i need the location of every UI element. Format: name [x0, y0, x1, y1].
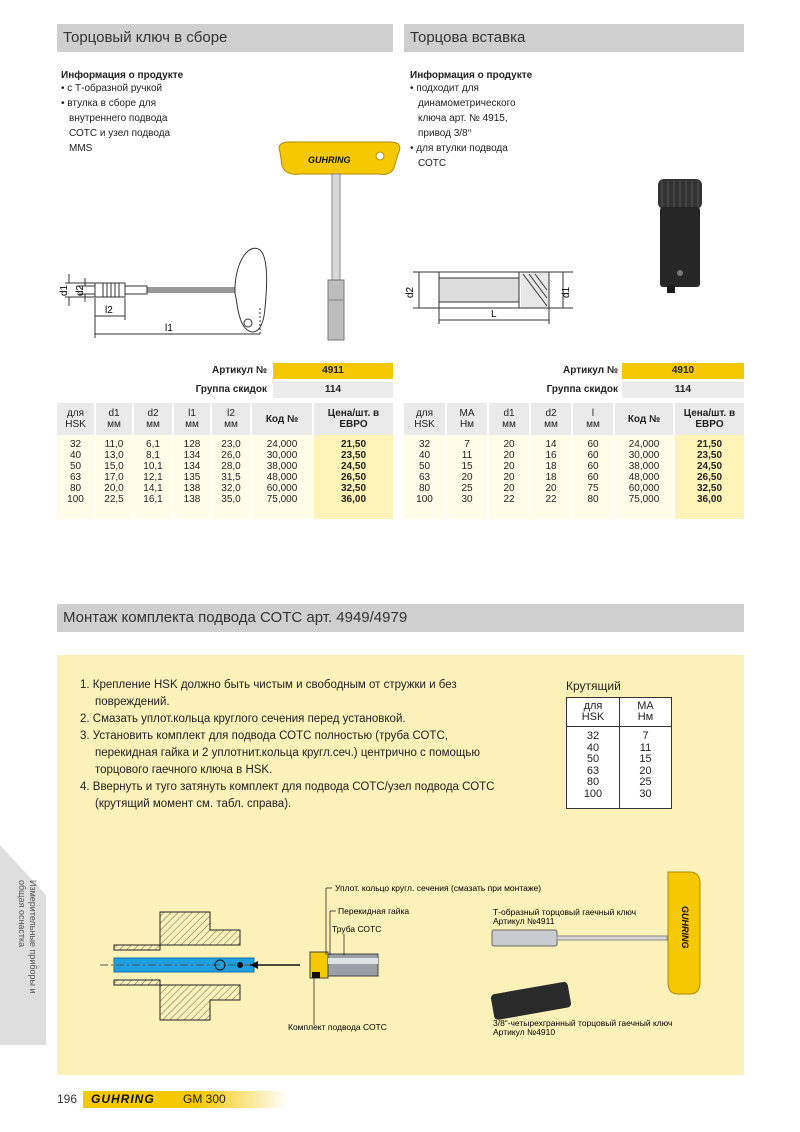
table-cell: 40	[404, 450, 446, 461]
table-cell: 60,000	[614, 483, 674, 494]
discount-label: Группа скидок	[195, 384, 267, 395]
table-row	[404, 472, 744, 483]
table-cell: 20	[530, 483, 572, 494]
table-cell: 8,1	[133, 450, 173, 461]
column-header	[404, 403, 446, 435]
section-header-mounting: Монтаж комплекта подвода СОТС арт. 4949/4979	[57, 604, 744, 632]
table-cell: 24,50	[313, 461, 393, 472]
table-cell: 32	[57, 435, 95, 450]
column-header-line: Код №	[265, 413, 299, 425]
table-cell: 18	[530, 472, 572, 483]
column-header	[313, 403, 393, 435]
info-line: MMS	[69, 143, 93, 154]
torque-value: 30	[639, 787, 652, 800]
step-line: 3. Установить комплект для подвода СОТС полностью (труба СОТС,	[80, 730, 448, 742]
column-header	[211, 403, 251, 435]
dim-L-label: L	[491, 309, 497, 320]
wrench-logo: GUHRING	[308, 155, 351, 165]
column-header-line: мм	[107, 419, 121, 430]
column-header-line: MA	[459, 408, 475, 419]
info-line: привод 3/8‘‘	[418, 128, 472, 139]
table-cell: 100	[57, 494, 95, 505]
column-header	[488, 403, 530, 435]
column-header	[57, 403, 95, 435]
table-cell: 80	[572, 494, 614, 505]
table-cell: 36,00	[313, 494, 393, 505]
spec-table-left	[57, 403, 393, 519]
dim-d2-label: d2	[75, 284, 86, 296]
torque-head-hsk2: HSK	[581, 711, 605, 723]
table-row	[404, 450, 744, 461]
table-cell: 138	[173, 494, 211, 505]
column-header-line: мм	[146, 419, 160, 430]
column-header	[614, 403, 674, 435]
torque-value: 25	[639, 776, 652, 788]
assembly-diagram	[100, 870, 740, 1060]
table-cell: 31,5	[211, 472, 251, 483]
label-oring: Уплот. кольцо кругл. сечения (смазать при монтаже)	[335, 883, 542, 893]
column-header-line: d2	[147, 408, 159, 419]
dim-d1-label: d1	[561, 286, 572, 298]
column-header	[530, 403, 572, 435]
table-cell: 138	[173, 483, 211, 494]
label-sq-1: 3/8“-четырехгранный торцовый гаечный ключ	[493, 1018, 673, 1028]
discount-row-right	[404, 382, 744, 398]
table-cell: 60	[572, 450, 614, 461]
table-cell: 30	[446, 494, 488, 505]
torque-value: 40	[586, 741, 600, 754]
table-cell: 63	[404, 472, 446, 483]
torque-title: Крутящий	[566, 679, 621, 693]
table-cell: 35,0	[211, 494, 251, 505]
torque-table	[566, 697, 672, 809]
torque-head-hsk1: для	[583, 700, 603, 712]
table-cell: 10,1	[133, 461, 173, 472]
column-header-line: d1	[503, 408, 515, 419]
table-cell: 32,50	[313, 483, 393, 494]
table-cell: 75	[572, 483, 614, 494]
socket-insert-product-image	[650, 173, 710, 303]
step-line: 4. Ввернуть и туго затянуть комплект для подвода СОТС/узел подвода СОТС	[80, 781, 495, 793]
table-cell: 23,50	[674, 450, 744, 461]
table-cell: 60	[572, 472, 614, 483]
step-line: повреждений.	[95, 696, 170, 708]
column-header-line: d2	[545, 408, 557, 419]
table-cell: 50	[57, 461, 95, 472]
column-header-line: d1	[108, 408, 120, 419]
table-cell: 18	[530, 461, 572, 472]
table-cell: 135	[173, 472, 211, 483]
section-header-right: Торцова вставка	[404, 24, 744, 52]
discount-group: 114	[622, 382, 744, 398]
side-tab-label	[4, 880, 40, 1040]
table-cell: 100	[404, 494, 446, 505]
column-header-line: Цена/шт. в	[683, 408, 736, 419]
table-row	[57, 435, 393, 450]
column-header	[251, 403, 313, 435]
table-cell: 21,50	[313, 435, 393, 450]
column-header-line: ЕВРО	[339, 419, 368, 430]
article-row-right	[404, 363, 744, 379]
table-cell: 23,0	[211, 435, 251, 450]
table-cell: 80	[57, 483, 95, 494]
info-line: • подходит для	[410, 83, 479, 94]
table-row	[404, 461, 744, 472]
column-header-line: мм	[185, 419, 199, 430]
table-cell: 6,1	[133, 435, 173, 450]
torque-value: 80	[586, 776, 600, 788]
label-tube: Труба СОТС	[332, 924, 382, 934]
table-cell: 80	[404, 483, 446, 494]
table-cell: 26,50	[674, 472, 744, 483]
info-line: • с Т-образной ручкой	[61, 83, 163, 94]
table-cell: 48,000	[251, 472, 313, 483]
table-cell: 30,000	[251, 450, 313, 461]
column-header-line: для	[415, 408, 434, 419]
column-header-line: мм	[224, 419, 238, 430]
footer-logo: GUHRING	[91, 1092, 155, 1106]
column-header-line: l	[591, 408, 595, 419]
table-cell: 16,1	[133, 494, 173, 505]
info-title: Информация о продукте	[61, 70, 184, 81]
table-cell: 13,0	[95, 450, 133, 461]
column-header-line: Код №	[627, 413, 661, 425]
table-cell: 7	[446, 435, 488, 450]
wrench-logo: GUHRING	[680, 906, 690, 949]
discount-group: 114	[273, 382, 393, 398]
torque-value: 11	[639, 741, 652, 754]
column-header-line: l2	[227, 408, 235, 419]
column-header-line: мм	[502, 419, 516, 430]
table-cell: 22,5	[95, 494, 133, 505]
torque-value: 20	[639, 764, 652, 777]
table-cell: 75,000	[614, 494, 674, 505]
product-info-right	[410, 70, 570, 171]
dim-l1-label: l1	[165, 323, 173, 334]
mounting-steps	[80, 677, 540, 813]
table-row	[57, 461, 393, 472]
page-number: 196	[57, 1092, 78, 1106]
info-line: ключа арт. № 4915,	[418, 113, 508, 124]
table-cell: 23,50	[313, 450, 393, 461]
dim-l2-label: l2	[105, 305, 113, 316]
table-cell: 24,000	[614, 435, 674, 450]
table-cell: 60	[572, 461, 614, 472]
label-kit: Комплект подвода СОТС	[288, 1022, 387, 1032]
article-number: 4910	[622, 363, 744, 379]
step-line: 2. Смазать уплот.кольца круглого сечения перед установкой.	[80, 713, 406, 725]
product-info-left	[61, 70, 211, 156]
info-line: • для втулки подвода	[410, 143, 508, 154]
step-line: перекидная гайка и 2 уплотнит.кольца кругл.сеч.) центрично с помощью	[95, 747, 481, 759]
step-line: (крутящий момент см. табл. справа).	[95, 798, 292, 810]
column-header	[95, 403, 133, 435]
column-header	[572, 403, 614, 435]
table-cell: 21,50	[674, 435, 744, 450]
column-header-line: ЕВРО	[695, 419, 724, 430]
socket-insert-dimension-drawing	[403, 262, 583, 332]
table-row	[57, 472, 393, 483]
column-header-line: HSK	[414, 419, 435, 430]
column-header-line: Цена/шт. в	[327, 408, 380, 419]
table-cell: 26,0	[211, 450, 251, 461]
t-wrench-product-image	[270, 140, 410, 345]
table-row	[404, 494, 744, 505]
table-cell: 36,00	[674, 494, 744, 505]
side-tab-line: Измерительные приборы и	[28, 880, 38, 994]
footer	[57, 1090, 297, 1108]
column-header-line: Нм	[459, 419, 475, 430]
table-cell: 134	[173, 450, 211, 461]
table-cell: 60,000	[251, 483, 313, 494]
article-number: 4911	[273, 363, 393, 379]
table-cell: 22	[530, 494, 572, 505]
table-cell: 48,000	[614, 472, 674, 483]
article-row-left	[57, 363, 393, 379]
column-header	[674, 403, 744, 435]
column-header	[133, 403, 173, 435]
torque-value: 7	[642, 730, 649, 742]
table-row	[404, 435, 744, 450]
label-twrench-1: Т-образный торцовый гаечный ключ	[493, 907, 637, 917]
table-cell: 28,0	[211, 461, 251, 472]
table-cell: 15,0	[95, 461, 133, 472]
section-header-left: Торцовый ключ в сборе	[57, 24, 393, 52]
table-cell: 134	[173, 461, 211, 472]
dim-d2-label: d2	[405, 286, 416, 298]
discount-label: Группа скидок	[546, 384, 618, 395]
torque-value: 100	[583, 787, 603, 800]
info-title: Информация о продукте	[410, 70, 533, 81]
table-cell: 32,0	[211, 483, 251, 494]
torque-value: 63	[586, 764, 600, 777]
catalog-code: GM 300	[183, 1092, 226, 1106]
table-cell: 20	[488, 472, 530, 483]
table-cell: 14,1	[133, 483, 173, 494]
column-header-line: мм	[544, 419, 558, 430]
table-cell: 25	[446, 483, 488, 494]
table-cell: 12,1	[133, 472, 173, 483]
table-cell: 24,000	[251, 435, 313, 450]
info-line: • втулка в сборе для	[61, 98, 156, 109]
table-cell: 16	[530, 450, 572, 461]
table-cell: 11	[446, 450, 488, 461]
side-tab-line: общая оснастка	[17, 880, 27, 948]
table-row	[57, 450, 393, 461]
table-cell: 60	[572, 435, 614, 450]
torque-value: 32	[586, 730, 600, 742]
table-cell: 30,000	[614, 450, 674, 461]
table-cell: 26,50	[313, 472, 393, 483]
spec-table-right	[404, 403, 744, 519]
table-cell: 20	[446, 472, 488, 483]
label-nut: Перекидная гайка	[338, 906, 410, 916]
table-cell: 20	[488, 435, 530, 450]
column-header-line: HSK	[65, 419, 86, 430]
torque-head-ma1: MA	[637, 700, 654, 712]
torque-value: 50	[586, 753, 600, 765]
info-line: СОТС и узел подвода	[69, 128, 171, 139]
t-wrench-dimension-drawing	[55, 238, 275, 348]
column-header-line: для	[66, 408, 85, 419]
table-cell: 75,000	[251, 494, 313, 505]
table-cell: 32,50	[674, 483, 744, 494]
table-cell: 14	[530, 435, 572, 450]
table-cell: 11,0	[95, 435, 133, 450]
article-label: Артикул №	[563, 365, 618, 376]
info-line: внутреннего подвода	[69, 113, 168, 124]
table-cell: 22	[488, 494, 530, 505]
table-cell: 20	[488, 450, 530, 461]
article-label: Артикул №	[212, 365, 267, 376]
table-cell: 17,0	[95, 472, 133, 483]
column-header	[446, 403, 488, 435]
label-sq-2: Артикул №4910	[493, 1027, 556, 1037]
info-line: динамометрического	[418, 98, 516, 109]
table-cell: 38,000	[251, 461, 313, 472]
discount-row-left	[57, 382, 393, 398]
torque-value: 15	[639, 753, 652, 765]
step-line: торцового гаечного ключа в HSK.	[95, 764, 273, 776]
table-cell: 40	[57, 450, 95, 461]
column-header	[173, 403, 211, 435]
torque-head-ma2: Нм	[637, 711, 654, 723]
table-cell: 24,50	[674, 461, 744, 472]
table-cell: 20	[488, 461, 530, 472]
label-twrench-2: Артикул №4911	[493, 916, 555, 926]
table-cell: 128	[173, 435, 211, 450]
table-cell: 50	[404, 461, 446, 472]
table-cell: 15	[446, 461, 488, 472]
column-header-line: мм	[586, 419, 600, 430]
dim-d1-label: d1	[59, 284, 70, 296]
table-row	[57, 494, 393, 505]
step-line: 1. Крепление HSK должно быть чистым и свободным от стружки и без	[80, 679, 457, 691]
table-cell: 20,0	[95, 483, 133, 494]
table-cell: 63	[57, 472, 95, 483]
table-cell: 38,000	[614, 461, 674, 472]
table-row	[404, 483, 744, 494]
table-row	[57, 483, 393, 494]
info-line: СОТС	[418, 158, 447, 169]
table-cell: 20	[488, 483, 530, 494]
table-cell: 32	[404, 435, 446, 450]
column-header-line: l1	[188, 408, 196, 419]
